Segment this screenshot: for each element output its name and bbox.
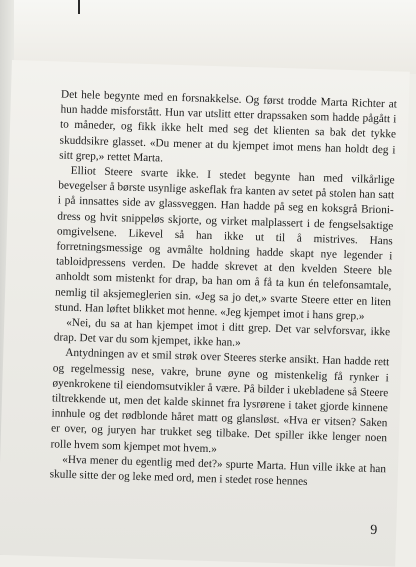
paragraph-3: «Nei, du sa at han kjempet imot i ditt grep. Det var selvforsvar, ikke drap. Det var du som kjempet, ikke han.» — [53, 316, 391, 350]
ribbon-marker — [78, 0, 80, 14]
book-page — [0, 60, 410, 567]
paragraph-1: Det hele begynte med en forsnakkelse. Og først trodde Marta Richter at hun hadde misforstått. Hun var utslitt etter drapssaken som hadde pågått i to måneder, og fikk ikke helt med seg det klienten sa bak det tykke skuddsikre glasset. «Du mener at du kjempet imot mens han holdt deg i sitt grep,» rettet Marta. — [59, 88, 398, 165]
page-number: 9 — [369, 522, 378, 539]
paragraph-4: Antydningen av et smil strøk over Steeres sterke ansikt. Han hadde rett og regelmessig nese, vakre, brune øyne og mistenkelig få rynker i øyenkrokene til eiendomsutvikler å være. På bilder i ukebladene så Steere tiltrekkende ut, men det kalde skinnet fra lysrørene i taket gjorde kinnene innhule og det rødblonde håret matt og glansløst. «Hva er vitsen? Saken er over, og juryen har trukket seg tilbake. Det spiller ikke lenger noen rolle hvem som kjempet mot hvem.» — [50, 347, 390, 455]
paragraph-5: «Hva mener du egentlig med det?» spurte Marta. Hun ville ikke at han skulle sitte der og leke med ord, men i stedet rose hennes — [49, 453, 387, 489]
paragraph-2: Elliot Steere svarte ikke. I stedet begynte han med vilkårlige bevegelser å børste usynlige askeflak fra kanten av setet på stolen han satt i på innsattes side av glassveggen. Han hadde på seg en koksgrå Brioni-dress og hvit snippeløs skjorte, og virket malplassert i de fengselsaktige omgivelsene. Likevel så han ikke ut til å mistrives. Hans forretningsmessige og avmålte holdning hadde skapt nye legender i tabloidpressens verden. De hadde skrevet at den kvelden Steere ble anholdt som mistenkt for drap, ba han om å få ta kun én telefonsamtale, nemlig til aksjemeglerien sin. «Jeg sa jo det,» svarte Steere etter en liten stund. Han løftet blikket mot henne. «Jeg kjempet imot i hans grep.» — [54, 164, 395, 323]
page-body — [49, 87, 397, 492]
